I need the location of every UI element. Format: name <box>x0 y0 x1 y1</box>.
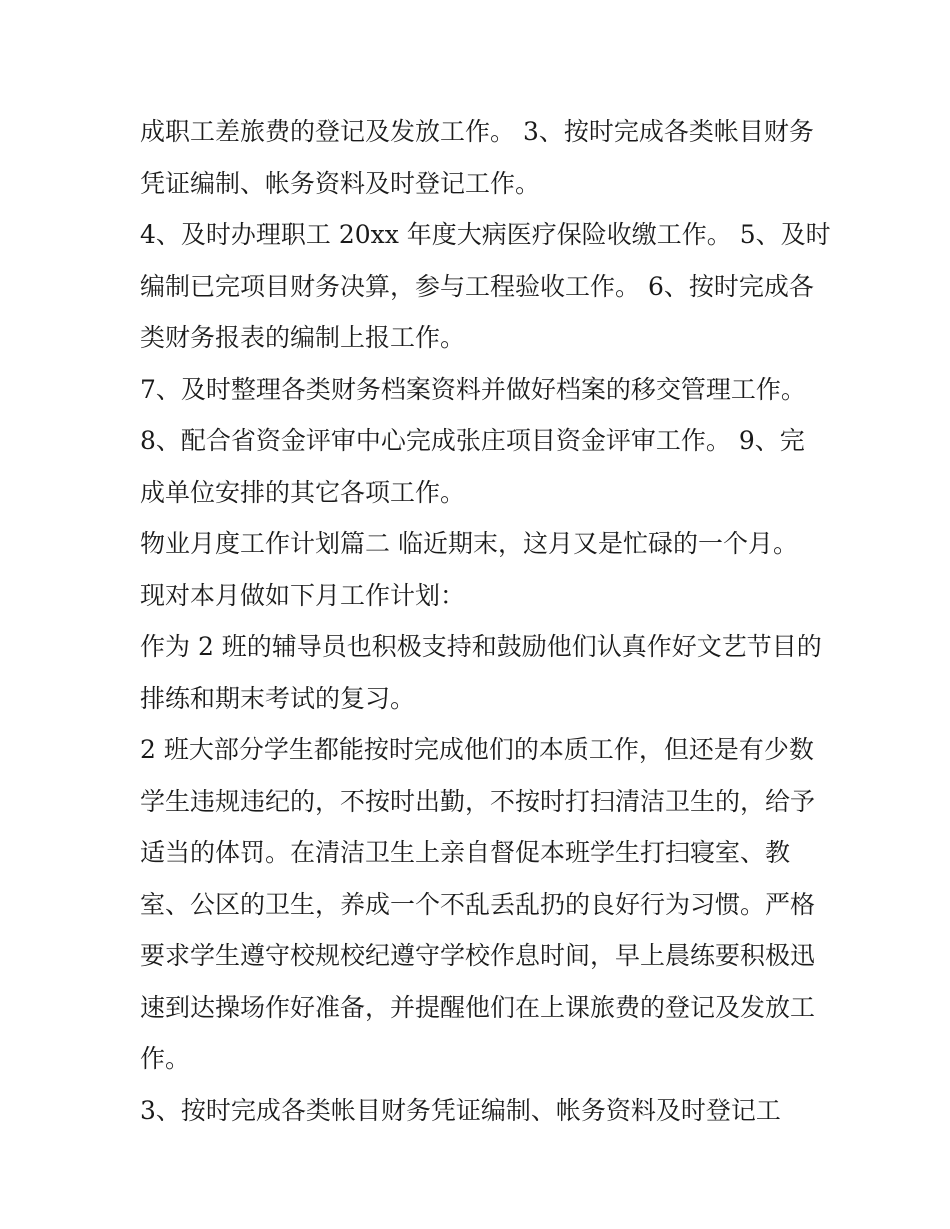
text-line: 2 班大部分学生都能按时完成他们的本质工作，但还是有少数 <box>140 735 814 764</box>
text-line: 成职工差旅费的登记及发放工作。 3、按时完成各类帐目财务 <box>140 117 814 146</box>
text-line: 室、公区的卫生，养成一个不乱丢乱扔的良好行为习惯。严格 <box>140 889 816 919</box>
text-line: 凭证编制、帐务资料及时登记工作。 <box>140 168 541 198</box>
text-line: 现对本月做如下月工作计划： <box>140 580 466 610</box>
text-line: 成单位安排的其它各项工作。 <box>140 477 466 507</box>
text-line: 适当的体罚。在清洁卫生上亲自督促本班学生打扫寝室、教 <box>140 838 791 867</box>
text-line: 作为 2 班的辅导员也积极支持和鼓励他们认真作好文艺节目的 <box>140 632 822 661</box>
text-line: 类财务报表的编制上报工作。 <box>140 323 466 352</box>
text-line: 8、配合省资金评审中心完成张庄项目资金评审工作。 9、完 <box>140 426 805 455</box>
text-line: 3、按时完成各类帐目财务凭证编制、帐务资料及时登记工 <box>140 1095 781 1125</box>
text-line: 物业月度工作计划篇二 临近期末，这月又是忙碌的一个月。 <box>140 529 798 558</box>
text-line: 作。 <box>140 1044 191 1073</box>
text-line: 编制已完项目财务决算，参与工程验收工作。 6、按时完成各 <box>140 271 814 301</box>
text-line: 排练和期末考试的复习。 <box>140 683 416 713</box>
text-line: 速到达操场作好准备，并提醒他们在上课旅费的登记及发放工 <box>140 992 816 1022</box>
text-line: 要求学生遵守校规校纪遵守学校作息时间，早上晨练要积极迅 <box>140 941 816 970</box>
document-body <box>140 106 831 1136</box>
text-line: 4、及时办理职工 20xx 年度大病医疗保险收缴工作。 5、及时 <box>140 220 831 249</box>
text-line: 学生违规违纪的，不按时出勤，不按时打扫清洁卫生的，给予 <box>140 786 816 816</box>
text-line: 7、及时整理各类财务档案资料并做好档案的移交管理工作。 <box>140 374 806 404</box>
